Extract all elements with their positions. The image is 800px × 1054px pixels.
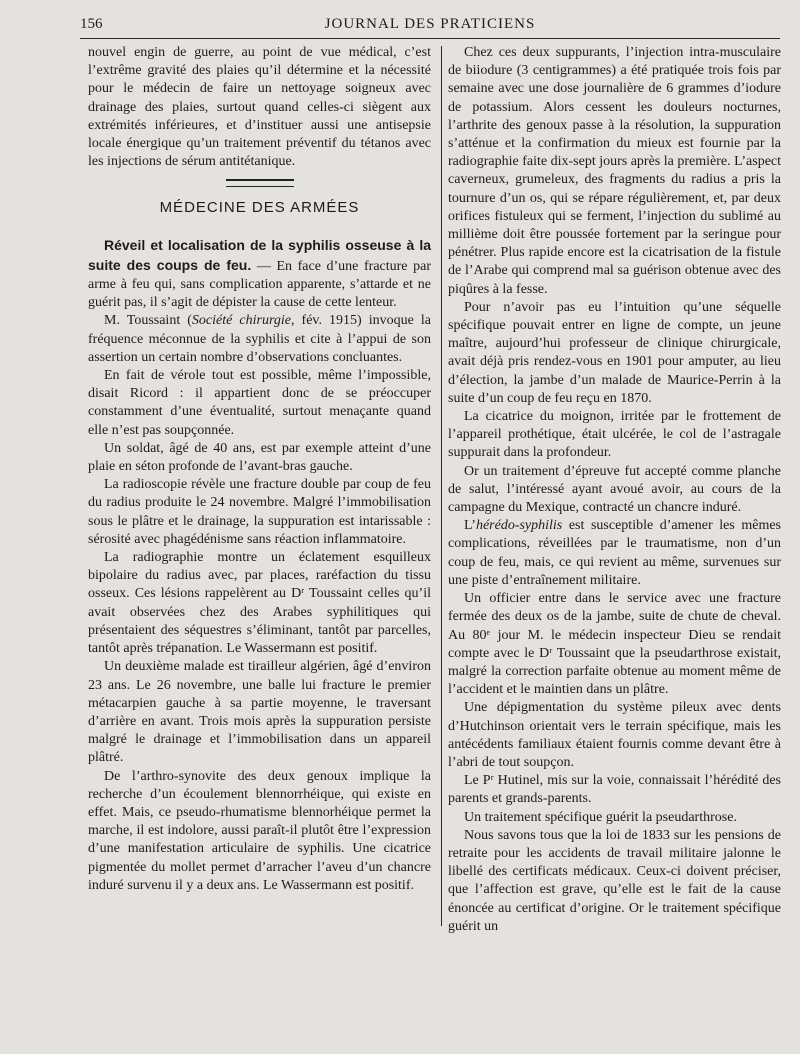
article-paragraph-6: La radiographie montre un éclatement esquilleux bipolaire du radius avec, par places, raréfaction du tissu osseux. Ces lésions rappelèrent au Dʳ Toussaint celles qu’il avait observées chez des Arabes syphilitiques qui présentaient des séquestres s’éliminant, tantôt par parcelles, tantôt après trépanation. Le Wassermann est positif. xyxy=(88,550,431,657)
page-header xyxy=(80,14,780,39)
section-rule xyxy=(226,179,294,187)
right-paragraph-10: Nous savons tous que la loi de 1833 sur les pensions de retraite pour les accidents de travail militaire jalonne le libellé des certificats médicaux. Ceux-ci doivent préciser, que l’affection est grave, qu’elle est le fait de la cause énoncée au certificat d’origine. Or le traitement spécifique guérit un xyxy=(448,827,781,934)
right-paragraph-2: Pour n’avoir pas eu l’intuition qu’une séquelle spécifique pouvait entrer en ligne de compte, un jeune maître, aujourd’hui professeur de clinique chirurgicale, avait déjà pris rendez-vous en 1901 pour amputer, au lieu d’élection, la jambe d’un malade de Maurice-Perrin à la suite d’un coup de feu reçu en 1870. xyxy=(448,299,781,406)
article-paragraph-4: Un soldat, âgé de 40 ans, est par exemple atteint d’une plaie en séton profonde de l’avant-bras gauche. xyxy=(88,440,431,475)
right-paragraph-5 xyxy=(448,517,781,590)
p5-italic: hérédo-syphilis xyxy=(475,518,563,534)
journal-title: JOURNAL DES PRATICIENS xyxy=(324,16,536,32)
intro-paragraph: nouvel engin de guerre, au point de vue médical, c’est l’extrême gravité des plaies qu’il détermine et la nécessité pour le médecin de faire un nettoyage soigneux avec drainage des plaies, surtout quand celles-ci siègent aux extrémités inférieures, et d’instituer aussi une antisepsie locale énergique qu’un traitement préventif du tétanos avec les injections de sérum antitétanique. xyxy=(88,45,431,170)
article-paragraph-1 xyxy=(88,236,431,313)
p2-author: M. Toussaint ( xyxy=(104,313,192,329)
right-paragraph-1: Chez ces deux suppurants, l’injection intra-musculaire de biiodure (3 centigrammes) a été pratiquée trois fois par semaine avec une dose journalière de 6 grammes d’iodure de potassium. Alors cessent les douleurs nocturnes, l’arthrite des genoux passe à la résolution, la suppuration s’atténue et la confirmation du mieux est fournie par la radiographie faite dix-sept jours après la première. L’aspect caverneux, grumeleux, des fragments du radius a pris la tournure d’un os, qui se répare régulièrement, et, par deux orifices fistuleux qui se ferment, l’injection du sublimé au millième doit être poussée fortement par la seringue pour pénétrer. Plus rapide encore est la cicatrisation de la fistule de l’Arabe qui comprend mal sa guérison obtenue avec des piqûres à la fesse. xyxy=(448,45,782,297)
column-divider xyxy=(441,46,442,926)
right-paragraph-9: Un traitement spécifique guérit la pseudarthrose. xyxy=(464,809,737,825)
p5-rest: est susceptible d’amener les mêmes complications, réveillées par le traumatisme, non d’un coup de feu, mais, ce qui revient au même, survenues sur une piste d’entraînement militaire. xyxy=(448,518,781,588)
article-paragraph-2 xyxy=(88,312,431,367)
article-paragraph-3: En fait de vérole tout est possible, même l’impossible, disait Ricord : il appartient donc de se préoccuper constamment d’une éventualité, surtout menaçante quand elle n’est pas soupçonnée. xyxy=(88,368,431,438)
right-paragraph-7: Une dépigmentation du système pileux avec dents d’Hutchinson orientait vers le terrain spécifique, mais les antécédents familiaux étaient fournis comme devant être à l’abri de tout soupçon. xyxy=(448,700,781,770)
article-title: Réveil et localisation de la syphilis osseuse à la suite des coups de feu. xyxy=(88,236,431,273)
section-title: MÉDECINE DES ARMÉES xyxy=(159,199,360,217)
right-paragraph-8: Le Pʳ Hutinel, mis sur la voie, connaissait l’hérédité des parents et grands-parents. xyxy=(448,773,781,807)
article-paragraph-7: Un deuxième malade est tirailleur algérien, âgé d’environ 23 ans. Le 26 novembre, une balle lui fracture le premier métacarpien gauche à sa partie moyenne, le traversant d’arrière en avant. Trois mois après la suppuration persiste malgré le drainage et l’immobilisation dans un appareil plâtré. xyxy=(88,659,431,766)
article-lead: — En face d’une fracture par arme à feu qui, sans complication apparente, s’attarde et ne guérit pas, il s’agit de dépister la cause de cette lenteur. xyxy=(88,258,431,311)
right-column xyxy=(448,44,781,936)
right-paragraph-3: La cicatrice du moignon, irritée par le frottement de l’appareil prothétique, était ulcérée, le col de l’astragale suppurait dans la profondeur. xyxy=(448,409,781,461)
article-paragraph-8: De l’arthro-synovite des deux genoux implique la recherche d’un écoulement blennorrhéique, qui existe en effet. Mais, ce pseudo-rhumatisme blennorhéique permet la marche, il est indolore, aussi paraît-il plutôt être l’expression d’une manifestation articulaire de syphilis. Une cicatrice pigmentée du mollet permet d’arracher l’aveu d’un chancre induré survenu il y a deux ans. Le Wassermann est positif. xyxy=(88,768,431,893)
left-column xyxy=(88,44,431,895)
p5-lead: L’ xyxy=(464,518,476,534)
article-paragraph-5: La radioscopie révèle une fracture double par coup de feu du radius produite le 24 novembre. Malgré l’immobilisation sous le plâtre et le drainage, la suppuration est intarissable : sérosité avec phagédénisme sans réaction inflammatoire. xyxy=(88,477,431,547)
right-paragraph-6: Un officier entre dans le service avec une fracture fermée des deux os de la jambe, suite de chute de cheval. Au 80ᵉ jour M. le médecin inspecteur Dieu se rendait compte avec le Dʳ Toussaint que la pseudarthrose existait, malgré la correction parfaite obtenue au moment même de l’accident et le maintien dans un plâtre. xyxy=(448,591,781,698)
right-paragraph-4: Or un traitement d’épreuve fut accepté comme planche de salut, l’intéressé ayant avoué avoir, au cours de la campagne du Mexique, contracté un chancre induré. xyxy=(448,463,781,516)
p2-source: Société chirurgie xyxy=(191,313,291,329)
p2-rest: , fév. 1915) invoque la fréquence méconnue de la syphilis et cite à l’appui de son assertion un certain nombre d’observations concluantes. xyxy=(88,313,431,365)
page-number: 156 xyxy=(80,16,103,32)
